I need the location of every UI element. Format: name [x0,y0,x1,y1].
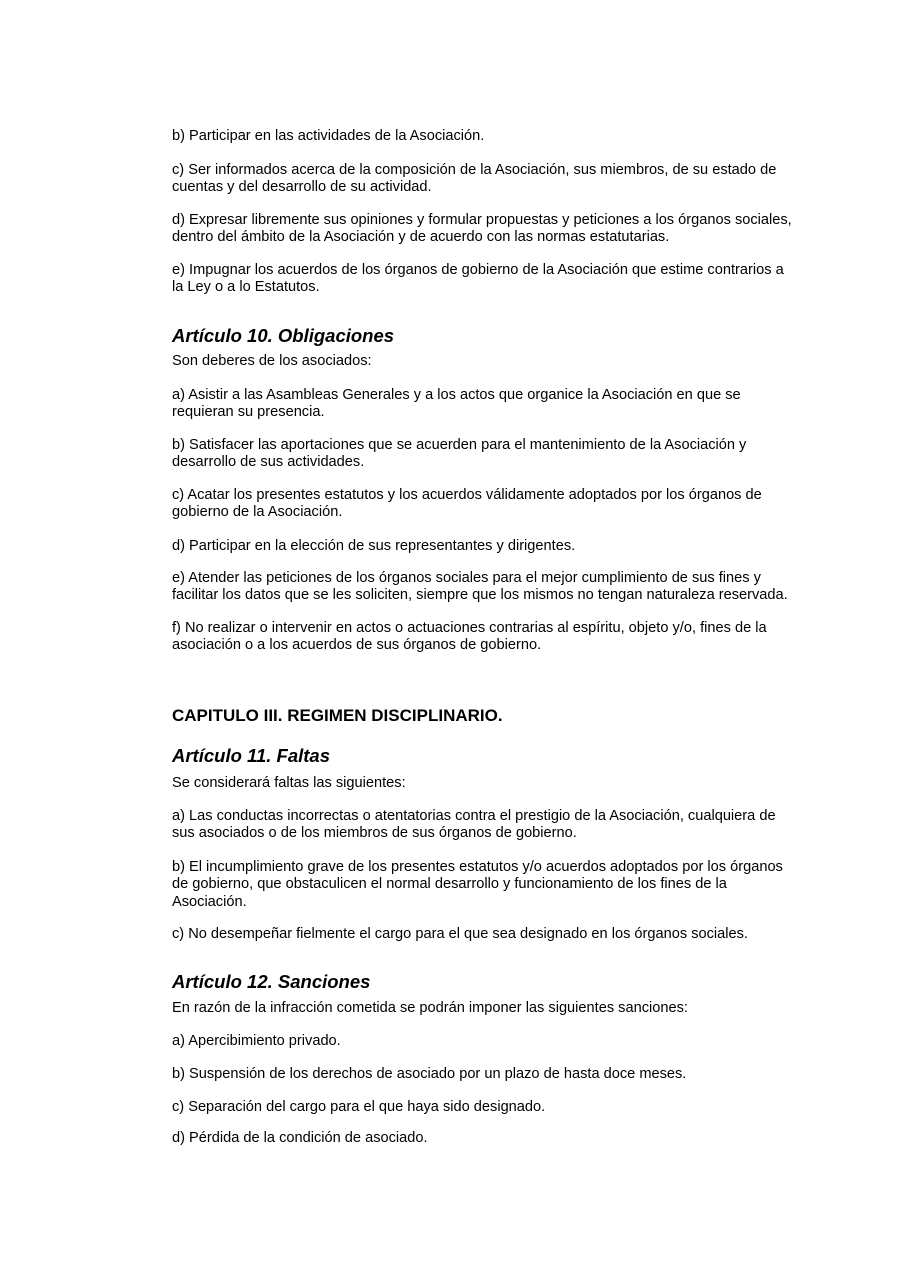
chapter-heading [172,705,832,726]
text-line: c) Separación del cargo para el que haya sido designado. [172,1099,546,1115]
text-line: f) No realizar o intervenir en actos o actuaciones contrarias al espíritu, objeto y/o, fines de la [172,620,767,636]
paragraph [172,437,832,472]
text-line: Artículo 12. Sanciones [172,971,371,992]
text-line: c) Ser informados acerca de la composición de la Asociación, sus miembros, de su estado de [172,162,777,178]
text-line: c) No desempeñar fielmente el cargo para el que sea designado en los órganos sociales. [172,926,748,942]
paragraph [172,162,832,197]
paragraph [172,387,832,422]
text-line: requieran su presencia. [172,404,325,421]
article-heading [172,971,832,993]
paragraph [172,775,832,792]
text-line: b) El incumplimiento grave de los presentes estatutos y/o acuerdos adoptados por los órganos [172,859,783,875]
text-line: dentro del ámbito de la Asociación y de acuerdo con las normas estatutarias. [172,229,670,246]
paragraph [172,538,832,555]
article-heading [172,325,832,347]
text-line: En razón de la infracción cometida se podrán imponer las siguientes sanciones: [172,1000,688,1016]
text-line: b) Suspensión de los derechos de asociado por un plazo de hasta doce meses. [172,1066,687,1082]
text-line: e) Atender las peticiones de los órganos sociales para el mejor cumplimiento de sus fines y [172,570,761,586]
text-line: de gobierno, que obstaculicen el normal desarrollo y funcionamiento de los fines de la [172,876,727,893]
text-line: Asociación. [172,893,247,910]
text-line: Artículo 11. Faltas [172,745,330,766]
text-line: gobierno de la Asociación. [172,504,343,521]
text-line: b) Participar en las actividades de la Asociación. [172,128,485,144]
paragraph [172,570,832,605]
text-line: facilitar los datos que se les soliciten, siempre que los mismos no tengan naturaleza reservada. [172,587,788,604]
text-line: d) Participar en la elección de sus representantes y dirigentes. [172,538,576,554]
text-line: cuentas y del desarrollo de su actividad. [172,179,432,196]
paragraph [172,1033,832,1050]
text-line: c) Acatar los presentes estatutos y los acuerdos válidamente adoptados por los órganos de [172,487,762,503]
text-line: Artículo 10. Obligaciones [172,325,395,346]
text-line: CAPITULO III. REGIMEN DISCIPLINARIO. [172,706,503,725]
paragraph [172,212,832,247]
paragraph [172,1130,832,1147]
article-heading [172,745,832,767]
paragraph [172,487,832,522]
text-line: a) Asistir a las Asambleas Generales y a los actos que organice la Asociación en que se [172,387,741,403]
paragraph [172,808,832,843]
paragraph [172,353,832,370]
text-line: d) Pérdida de la condición de asociado. [172,1130,428,1146]
text-line: Son deberes de los asociados: [172,353,372,369]
text-line: b) Satisfacer las aportaciones que se acuerden para el mantenimiento de la Asociación y [172,437,747,453]
paragraph [172,128,832,145]
paragraph [172,1066,832,1083]
text-line: asociación o a los acuerdos de sus órganos de gobierno. [172,637,542,654]
paragraph [172,1099,832,1116]
paragraph [172,859,832,911]
text-line: la Ley o a lo Estatutos. [172,279,320,296]
text-line: a) Las conductas incorrectas o atentatorias contra el prestigio de la Asociación, cualquiera de [172,808,776,824]
paragraph [172,620,832,655]
text-line: a) Apercibimiento privado. [172,1033,341,1049]
paragraph [172,1000,832,1017]
paragraph [172,262,832,297]
text-line: e) Impugnar los acuerdos de los órganos de gobierno de la Asociación que estime contrarios a [172,262,784,278]
text-line: sus asociados o de los miembros de sus órganos de gobierno. [172,825,577,842]
paragraph [172,926,832,943]
text-line: Se considerará faltas las siguientes: [172,775,406,791]
text-line: d) Expresar libremente sus opiniones y formular propuestas y peticiones a los órganos sociales, [172,212,792,228]
text-line: desarrollo de sus actividades. [172,454,365,471]
